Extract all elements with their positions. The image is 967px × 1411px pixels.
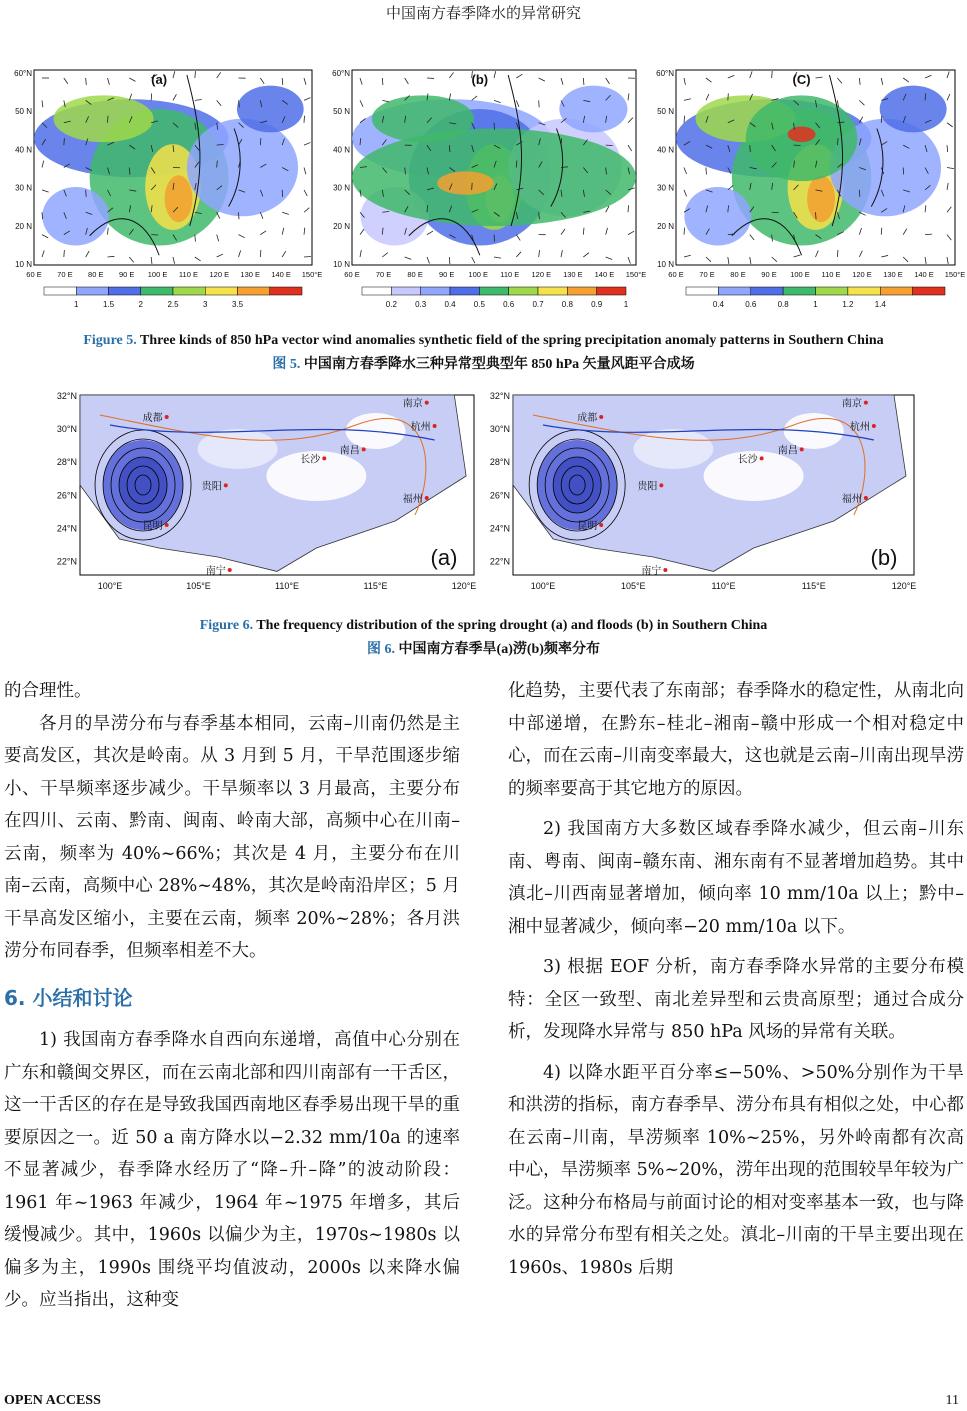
page-number: 11 [945, 1393, 959, 1408]
city-marker [599, 523, 603, 527]
lon-label: 90 E [761, 270, 777, 279]
frequency-shading [198, 429, 278, 469]
colorbar-segment [751, 287, 783, 295]
city-marker [864, 401, 868, 405]
figure-6 [50, 385, 920, 605]
colorbar-tick: 1.5 [102, 300, 115, 309]
lon-label: 120 E [531, 270, 552, 279]
city-label: 贵阳 [201, 481, 222, 493]
colorbar-segment [686, 287, 718, 295]
lat-label: 40 N [15, 145, 32, 155]
figure-6-panel-a [50, 385, 480, 645]
city-marker [362, 447, 366, 451]
panel-label: (a) [151, 72, 168, 87]
lon-label: 110 E [178, 270, 198, 279]
figure-6-caption-zh: 图 6. 中国南方春季旱(a)涝(b)频率分布 [367, 642, 600, 657]
colorbar-segment [270, 287, 302, 295]
city-label: 南京 [402, 398, 423, 410]
colorbar-tick: 0.3 [415, 300, 427, 309]
colorbar-tick: 0.6 [503, 300, 515, 309]
city-label: 成都 [577, 413, 598, 424]
lat-label: 30°N [56, 424, 77, 435]
colorbar-segment [391, 287, 420, 295]
lat-label: 26°N [489, 490, 510, 501]
body-left-column [4, 675, 460, 1317]
colorbar-segment [567, 287, 596, 295]
wind-vector [151, 93, 152, 100]
lon-label: 105°E [620, 581, 646, 591]
city-marker [425, 496, 429, 500]
colorbar-tick: 2 [138, 300, 143, 309]
lat-label: 26°N [56, 490, 77, 501]
wind-vector [772, 71, 773, 78]
colorbar-segment [479, 287, 508, 295]
lat-label: 30 N [333, 183, 350, 193]
colorbar-tick: 2.5 [167, 300, 179, 309]
wind-vector [427, 205, 428, 212]
wind-vector [64, 138, 65, 145]
lat-label: 28°N [489, 457, 510, 468]
city-label: 贵阳 [637, 481, 658, 493]
city-label: 长沙 [300, 454, 321, 466]
colorbar-segment [141, 287, 173, 295]
panel-label: (C) [792, 72, 811, 87]
city-label: 福州 [841, 494, 862, 505]
wind-vector [706, 168, 707, 175]
lon-label: 120°E [891, 581, 917, 591]
body-right-column [508, 675, 964, 1284]
wind-vector [282, 190, 283, 197]
colorbar-tick: 0.6 [745, 300, 757, 309]
lat-label: 22°N [489, 556, 510, 567]
colorbar-segment [783, 287, 815, 295]
colorbar-tick: 0.9 [591, 300, 603, 309]
anomaly-shading [437, 171, 494, 194]
section-title: 6. 小结和讨论 [4, 985, 133, 1010]
lon-label: 90 E [118, 270, 135, 279]
figure-5-panel-c [648, 60, 966, 320]
lon-label: 80 E [730, 270, 746, 279]
footer-open-access: OPEN ACCESS [4, 1393, 101, 1408]
city-marker [425, 401, 429, 405]
lon-label: 130 E [563, 270, 583, 279]
paragraph: 2) 我国南方大多数区域春季降水减少，但云南–川东南、粤南、闽南–赣东南、湘东南有不显著增加趋势。其中滇北–川西南显著增加，倾向率 10 mm/10a 以上；黔中–湘中显著减少，倾向率−20 mm/10a 以下。 [508, 819, 964, 937]
colorbar-tick: 0.4 [712, 300, 724, 309]
colorbar-segment [450, 287, 479, 295]
lon-label: 120°E [451, 581, 477, 591]
colorbar-tick: 3.5 [231, 300, 244, 309]
colorbar-segment [597, 287, 626, 295]
figure-5 [6, 60, 966, 320]
wind-vector [304, 256, 311, 257]
figure-5-caption: Figure 5. Three kinds of 850 hPa vector wind anomalies synthetic field of the spring precipitation anomaly patterns in Southern China [83, 333, 884, 348]
figure-5-caption-zh: 图 5. 中国南方春季降水三种异常型典型年 850 hPa 矢量风距平合成场 [272, 357, 695, 372]
city-label: 南宁 [641, 566, 662, 577]
city-marker [872, 424, 876, 428]
wind-vector [859, 190, 860, 197]
wind-vector [64, 250, 65, 257]
wind-vector [239, 212, 240, 219]
lat-label: 20 N [657, 221, 674, 231]
colorbar-segment [44, 287, 76, 295]
lat-label: 28°N [56, 457, 77, 468]
city-label: 南京 [841, 398, 862, 410]
lon-label: 110 E [821, 270, 841, 279]
lon-label: 105°E [186, 581, 211, 591]
paragraph: 3) 根据 EOF 分析，南方春季降水异常的主要分布模特：全区一致型、南北差异型和云贵高原型；通过合成分析，发现降水异常与 850 hPa 风场的异常有关联。 [508, 957, 964, 1042]
figure-6-panel-b [483, 385, 920, 645]
colorbar-segment [173, 287, 205, 295]
lon-label: 80 E [407, 270, 423, 279]
city-marker [228, 568, 232, 572]
lat-label: 60°N [656, 69, 674, 78]
city-marker [433, 424, 437, 428]
anomaly-shading [788, 127, 816, 143]
paragraph: 化趋势，主要代表了东南部；春季降水的稳定性，从南北向中部递增，在黔东–桂北–湘南–赣中形成一个相对稳定中心，而在云南–川南变率最大，这也就是云南–川南出现旱涝的频率要高于其它地方的原因。 [508, 681, 964, 799]
lat-label: 24°N [489, 523, 510, 534]
wind-vector [449, 257, 450, 264]
anomaly-shading [352, 129, 636, 227]
colorbar-segment [421, 287, 450, 295]
anomaly-shading [559, 86, 627, 133]
colorbar-segment [538, 287, 567, 295]
city-marker [800, 447, 804, 451]
colorbar-tick: 1 [74, 300, 79, 309]
lon-label: 60 E [344, 270, 360, 279]
city-marker [663, 568, 667, 572]
colorbar-tick: 0.2 [385, 300, 397, 309]
colorbar-segment [109, 287, 141, 295]
wind-vector [684, 228, 685, 235]
city-label: 长沙 [737, 454, 758, 466]
colorbar-tick: 3 [203, 300, 208, 309]
lat-label: 30°N [489, 424, 510, 435]
lat-label: 30 N [15, 183, 32, 193]
lon-label: 130 E [240, 270, 261, 279]
lon-label: 100 E [790, 270, 810, 279]
lon-label: 115°E [801, 581, 826, 591]
figure-5-panel-b [324, 60, 647, 320]
lat-label: 22°N [56, 556, 77, 567]
lon-label: 100°E [530, 581, 556, 591]
lat-label: 50 N [333, 107, 350, 117]
lon-label: 100°E [97, 581, 123, 591]
lat-label: 10 N [15, 260, 32, 269]
lat-label: 40 N [657, 145, 674, 155]
paragraph: 的合理性。 [4, 681, 92, 701]
lon-label: 120 E [852, 270, 872, 279]
colorbar-tick: 0.8 [561, 300, 573, 309]
lon-label: 115°E [363, 581, 388, 591]
anomaly-shading [42, 187, 109, 246]
lon-label: 90 E [438, 270, 455, 279]
figure-5-panel-a [6, 60, 323, 320]
colorbar-segment [848, 287, 880, 295]
colorbar-segment [816, 287, 848, 295]
colorbar-tick: 1 [623, 300, 629, 309]
colorbar-segment [362, 287, 391, 295]
lon-label: 70 E [699, 270, 715, 279]
frequency-shading [633, 429, 713, 469]
lon-label: 70 E [57, 270, 73, 279]
wind-vector [925, 234, 932, 235]
city-marker [165, 523, 169, 527]
lat-label: 20 N [333, 221, 350, 231]
colorbar-segment [913, 287, 945, 295]
lon-label: 110°E [711, 581, 736, 591]
city-marker [760, 456, 764, 460]
wind-vector [516, 161, 517, 168]
lat-label: 32°N [489, 391, 510, 401]
city-label: 南昌 [777, 445, 798, 457]
anomaly-shading [237, 86, 304, 133]
city-label: 南昌 [339, 445, 360, 457]
wind-vector [881, 116, 882, 123]
anomaly-shading [187, 119, 298, 217]
lon-label: 80 E [88, 270, 104, 279]
lon-label: 140 E [594, 270, 615, 279]
lon-label: 140 E [271, 270, 291, 279]
lat-label: 10 N [657, 260, 674, 269]
city-label: 杭州 [849, 422, 870, 433]
lon-label: 60 E [668, 270, 684, 279]
colorbar-segment [880, 287, 912, 295]
lon-label: 150°E [301, 270, 323, 279]
paragraph: 1) 我国南方春季降水自西向东递增，高值中心分别在广东和赣闽交界区，而在云南北部和四川南部有一干舌区，这一干舌区的存在是导致我国西南地区春季易出现干旱的重要原因之一。近 50 a 南方降水以−2.32 mm/10a 的速率不显著减少，春季降水经历了“降–升–降”的波动阶段：1961 年~1963 年减少，1964 年~1975 年增多，其后缓慢减少。其中，1960s 以偏少为主，1970s~1980s 以偏多为主，1990s 围绕平均值波动，2000s 以来降水偏少。应当指出，这种变 [4, 1030, 460, 1310]
wind-vector [42, 212, 43, 219]
anomaly-shading [53, 95, 153, 142]
wind-vector [684, 116, 685, 123]
city-marker [659, 483, 663, 487]
lon-label: 120 E [209, 270, 230, 279]
panel-label: (b) [870, 545, 898, 570]
city-label: 南宁 [205, 566, 226, 577]
anomaly-shading [165, 175, 193, 222]
city-label: 福州 [402, 494, 423, 505]
lat-label: 32°N [56, 391, 77, 401]
anomaly-shading [880, 86, 947, 133]
city-label: 昆明 [142, 521, 163, 532]
lat-label: 24°N [56, 523, 77, 534]
lon-label: 130 E [883, 270, 903, 279]
lat-label: 50 N [657, 107, 674, 117]
city-marker [864, 496, 868, 500]
lat-label: 30 N [657, 183, 674, 193]
running-head: 中国南方春季降水的异常研究 [385, 4, 581, 22]
colorbar-segment [509, 287, 538, 295]
lon-label: 100 E [147, 270, 168, 279]
lon-label: 150°E [944, 270, 966, 279]
wind-vector [494, 123, 495, 130]
colorbar-segment [76, 287, 108, 295]
lat-label: 20 N [15, 221, 32, 231]
lon-label: 70 E [375, 270, 392, 279]
wind-vector [881, 228, 882, 235]
figure-6-caption: Figure 6. The frequency distribution of the spring drought (a) and floods (b) in Southern China [199, 618, 768, 633]
wind-vector [260, 250, 261, 257]
lon-label: 110°E [275, 581, 299, 591]
colorbar-segment [718, 287, 750, 295]
lon-label: 140 E [914, 270, 934, 279]
wind-vector [86, 190, 87, 197]
colorbar-tick: 1.2 [842, 300, 854, 309]
panel-label: (b) [471, 72, 489, 87]
lat-label: 50 N [15, 107, 32, 117]
wind-vector [628, 205, 629, 212]
anomaly-shading [807, 175, 835, 222]
colorbar-segment [205, 287, 237, 295]
lon-label: 60 E [26, 270, 42, 279]
colorbar-tick: 0.8 [777, 300, 789, 309]
lat-label: 40 N [333, 145, 350, 155]
city-marker [322, 456, 326, 460]
colorbar-tick: 1 [813, 300, 818, 309]
lon-label: 150°E [625, 270, 647, 279]
city-label: 杭州 [410, 422, 431, 433]
colorbar-tick: 0.4 [444, 300, 456, 309]
lon-label: 110 E [500, 270, 520, 279]
city-label: 成都 [142, 413, 163, 424]
city-marker [599, 415, 603, 419]
colorbar-tick: 1.4 [874, 300, 886, 309]
wind-vector [539, 100, 540, 107]
lat-label: 60°N [14, 69, 32, 78]
wind-vector [260, 138, 261, 145]
lon-label: 100 E [468, 270, 489, 279]
city-marker [224, 483, 228, 487]
panel-label: (a) [430, 545, 458, 570]
paragraph: 4) 以降水距平百分率≤−50%、>50%分别作为干旱和洪涝的指标，南方春季旱、涝分布具有相似之处，中心都在云南–川南，旱涝频率 10%~25%，另外岭南都有次高中心，旱涝频率 5%~20%，涝年出现的范围较旱年较为广泛。这种分布格局与前面讨论的相对变率基本一致，也与降水的异常分布型有相关之处。滇北–川南的干旱主要出现在 1960s、1980s 后期 [508, 1062, 964, 1278]
colorbar-tick: 0.7 [532, 300, 544, 309]
colorbar-tick: 0.5 [473, 300, 485, 309]
paragraph: 各月的旱涝分布与春季基本相同，云南–川南仍然是主要高发区，其次是岭南。从 3 月到 5 月，干旱范围逐步缩小、干旱频率逐步减少。干旱频率以 3 月最高，主要分布在四川、云南、黔南、闽南、岭南大部，高频中心在川南–云南，频率为 40%~66%；其次是 4 月，主要分布在川南–云南，高频中心 28%~48%，其次是岭南沿岸区；5 月干旱高发区缩小，主要在云南，频率 20%~28%；各月洪涝分布同春季，但频率相差不大。 [4, 713, 460, 961]
lat-label: 60°N [332, 69, 350, 78]
colorbar-segment [238, 287, 270, 295]
city-marker [165, 415, 169, 419]
city-label: 昆明 [577, 521, 598, 532]
wind-vector [903, 168, 904, 175]
anomaly-shading [684, 187, 751, 246]
lat-label: 10 N [333, 260, 350, 269]
